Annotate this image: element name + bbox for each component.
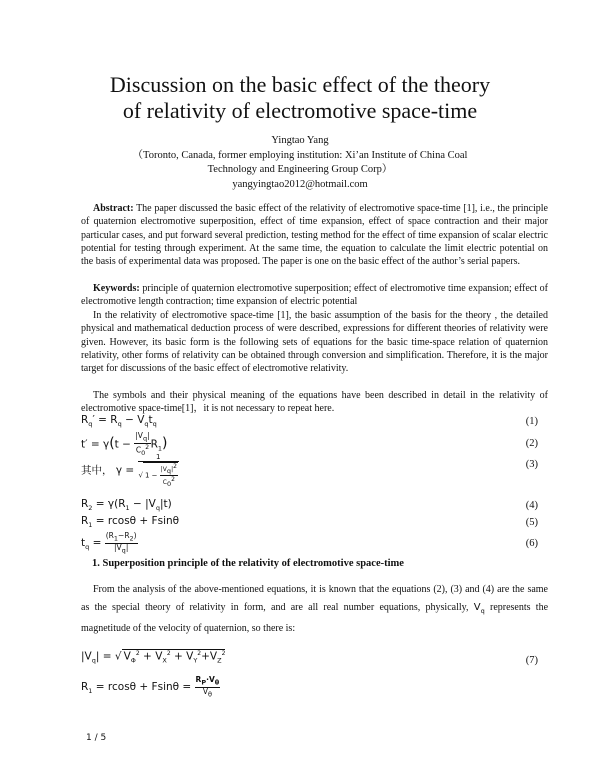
- keywords-label: Keywords:: [93, 283, 140, 294]
- symbols-paragraph: The symbols and their physical meaning of the equations have been described in detail in the relativity of electromotive space-time[1]，it is not necessary to repeat here.: [81, 390, 548, 415]
- equation-3-formula: 其中， γ = 1 √ 1 − $\frac{|Vq|2}{C02}$: [81, 453, 177, 489]
- section-1-heading: 1. Superposition principle of the relativity of electromotive space-time: [92, 558, 404, 569]
- equation-1-formula: $R_q' = R_q - V_qt_q$: [81, 414, 157, 429]
- equation-6: [81, 531, 548, 554]
- keywords: [81, 282, 548, 309]
- equation-3-number: (3): [525, 459, 538, 470]
- abstract-text: The paper discussed the basic effect of the relativity of electromotive space-time [1], i.e., the principle of quaternion electromotive superposition, effect of time expansion, effect of space contraction and their major particular cases, and put forward several prediction, testing method for the effect of time expansion of scalar electric potential for testing through experiment. At the same time, the equation to calculate the limit electric potential on the basis of experimental data was proposed. The paper is one on the basic effect of the author’s serial papers.: [81, 203, 548, 268]
- equation-3: [81, 453, 548, 489]
- equation-6-number: (6): [525, 538, 538, 549]
- author: Yingtao Yang: [271, 135, 329, 146]
- affiliation-line-2: Technology and Engineering Group Corp）: [207, 164, 393, 175]
- equation-2-number: (2): [525, 438, 538, 449]
- equation-4-number: (4): [525, 500, 538, 511]
- abstract: [81, 202, 548, 268]
- equation-7-formula: $|V_q|$ = √ $V_\Phi^2 + V_X^2 + V_Y^2+V_Z^2$: [81, 650, 226, 665]
- section-1-text-a: From the analysis of the above-mentioned equations, it is known that the equations (2), (3) and (4) are the same as the special theory of relativity in form, and are all real number equations, physically,: [81, 584, 548, 613]
- affiliation-line-1: （Toronto, Canada, former employing institution: Xi’an Institute of China Coal: [132, 150, 468, 161]
- equation-7-number: (7): [525, 655, 538, 666]
- equation-1-number: (1): [525, 416, 538, 427]
- equation-1: [81, 414, 548, 432]
- page-number: 1 / 5: [86, 733, 107, 743]
- abstract-label: Abstract:: [93, 203, 134, 214]
- equation-5-formula: $R_1 = rcos\theta + Fsin\theta$: [81, 515, 180, 530]
- equation-5-number: (5): [525, 517, 538, 528]
- equation-7: [81, 649, 548, 673]
- email: yangyingtao2012@hotmail.com: [232, 179, 368, 190]
- title-line-1: Discussion on the basic effect of the theory: [109, 72, 491, 97]
- equation-2: [81, 431, 548, 457]
- equation-7b-formula: $R_1 = rcos\theta + Fsin\theta$ = $\frac{RP\cdot V\theta}{V\theta}$: [81, 675, 220, 698]
- title-line-2: of relativity of electromotive space-time: [122, 98, 478, 123]
- equation-2-formula: t′ = γ(t − $\frac{|Vq|}{C0^2}$ $R_1$): [81, 431, 168, 457]
- equation-5: [81, 515, 548, 533]
- equation-4-formula: $R_2 = \gamma(R_1 - |V_q|t)$: [81, 498, 172, 513]
- equation-6-formula: $t_q$ = $\frac{(R1-R2)}{|Vq|}$: [81, 531, 137, 554]
- section-1-paragraph: [81, 581, 548, 638]
- vq-symbol: $V_q$: [473, 602, 485, 615]
- equation-3-prefix: 其中，: [81, 464, 113, 477]
- equation-7b: [81, 676, 548, 700]
- intro-paragraph: In the relativity of electromotive space-time [1], the basic assumption of the basis for the theory , the detailed physical and mathematical deduction process of were described, expressions for different theories of relativity were given. However, its basic form is the following sets of equations for the basic time-space relation of quaternion relativity, other forms of relativity can be obtained through conversion and simplification. Therefore, it is the major target for discussions of the basic effect of electromotive relativity.: [81, 310, 548, 375]
- keywords-text: principle of quaternion electromotive superposition; effect of electromotive time expansion; effect of electromotive length contraction; time expansion of electric potential: [81, 283, 548, 308]
- equation-4: [81, 498, 548, 516]
- section-1-text-b: represents the magnetitude of the velocity of quaternion, so there is:: [81, 602, 549, 634]
